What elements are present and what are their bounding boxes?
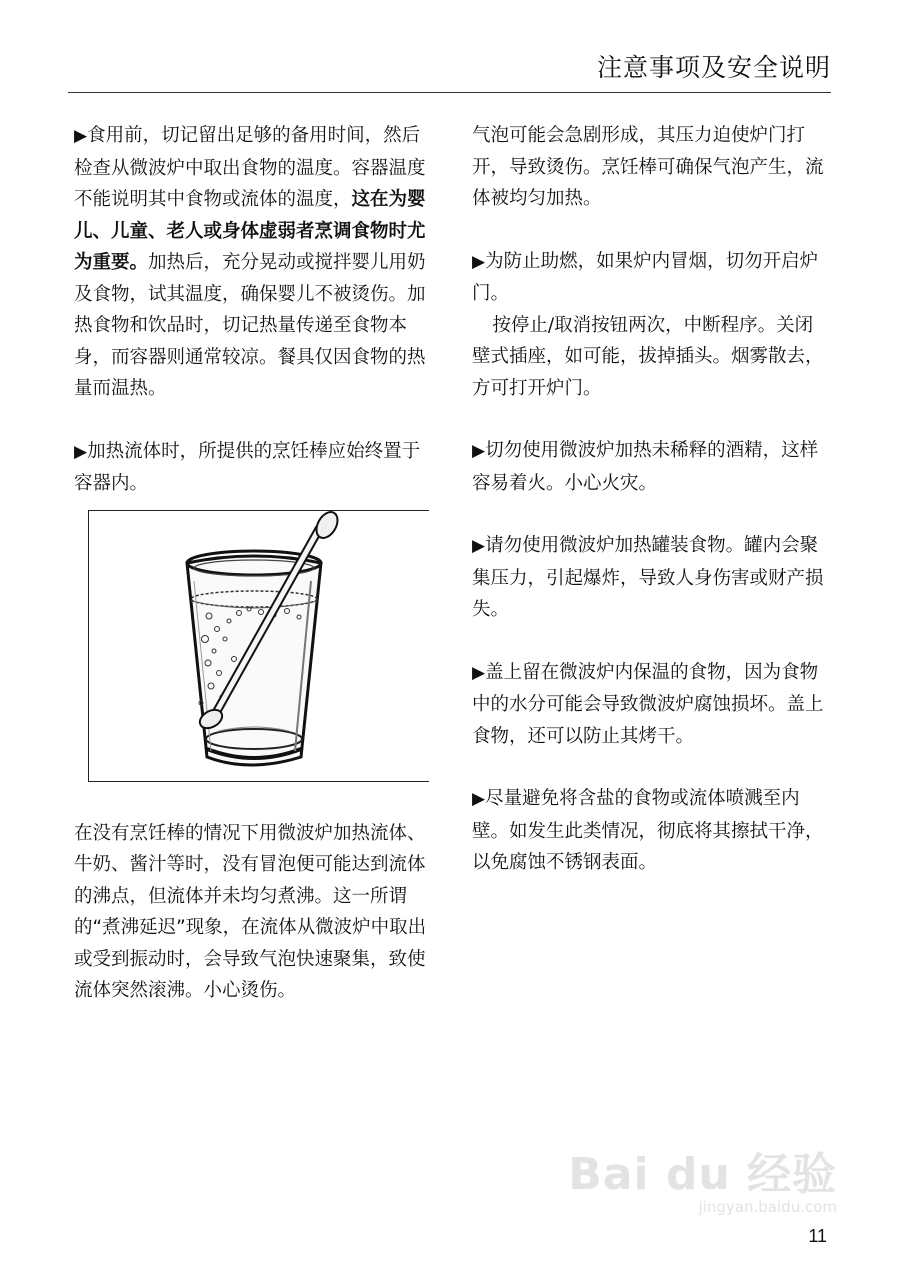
paragraph-serving-temperature: ▶食用前，切记留出足够的备用时间，然后检查从微波炉中取出食物的温度。容器温度不能说明其中食物或流体的温度，这在为婴儿、儿童、老人或身体虚弱者烹调食物时尤为重要。加热后，充分晃动或搅拌婴儿用奶及食物，试其温度，确保婴儿不被烫伤。加热食物和饮品时，切记热量传递至食物本身，而容器则通常较凉。餐具仅因食物的热量而温热。 [74, 125, 426, 399]
bullet-icon: ▶ [472, 536, 486, 556]
bullet-icon: ▶ [472, 662, 486, 683]
glass-with-rod-illustration [88, 510, 429, 782]
paragraph-cooking-rod: ▶加热流体时，所提供的烹饪棒应始终置于容器内。 [74, 440, 421, 494]
header-rule [68, 92, 831, 93]
paragraph-alcohol-warning: ▶切勿使用微波炉加热未稀释的酒精，这样容易着火。小心火灾。 [472, 440, 819, 494]
left-column [74, 120, 434, 1007]
paragraph-salt-splash: ▶尽量避免将含盐的食物或流体喷溅至内壁。如发生此类情况，彻底将其擦拭干净，以免腐蚀不锈钢表面。 [472, 788, 824, 873]
paragraph-stop-program: 按停止/取消按钮两次，中断程序。关闭壁式插座，如可能，拔掉插头。烟雾散去，方可打开炉门。 [472, 314, 824, 399]
watermark-url: jingyan.baidu.com [698, 1198, 837, 1216]
right-column [472, 120, 824, 879]
glass-illustration-svg [89, 511, 429, 781]
page-number: 11 [808, 1226, 827, 1246]
paragraph-canned-food-warning: ▶请勿使用微波炉加热罐装食物。罐内会聚集压力，引起爆炸，导致人身伤害或财产损失。 [472, 535, 824, 620]
bullet-icon: ▶ [472, 251, 486, 272]
bullet-icon: ▶ [472, 789, 486, 809]
bullet-icon: ▶ [74, 126, 88, 146]
page-header-title: 注意事项及安全说明 [596, 53, 831, 82]
paragraph-cover-food: ▶盖上留在微波炉内保温的食物，因为食物中的水分可能会导致微波炉腐蚀损坏。盖上食物，还可以防止其烤干。 [472, 661, 824, 747]
baidu-watermark [568, 1138, 837, 1216]
bullet-icon: ▶ [472, 441, 486, 461]
bullet-icon: ▶ [74, 441, 88, 462]
paragraph-smoke-warning: ▶为防止助燃，如果炉内冒烟，切勿开启炉门。 [472, 250, 819, 304]
watermark-brand: Bai du 经验 [568, 1149, 837, 1200]
paragraph-boiling-delay: 在没有烹饪棒的情况下用微波炉加热流体、牛奶、酱汁等时，没有冒泡便可能达到流体的沸点，但流体并未均匀煮沸。这一所谓的“煮沸延迟”现象，在流体从微波炉中取出或受到振动时，会导致气泡快速聚集，致使流体突然滚沸。小心烫伤。 [74, 822, 427, 1001]
paragraph-bubbles-continued: 气泡可能会急剧形成，其压力迫使炉门打开，导致烫伤。烹饪棒可确保气泡产生，流体被均匀加热。 [472, 125, 824, 209]
